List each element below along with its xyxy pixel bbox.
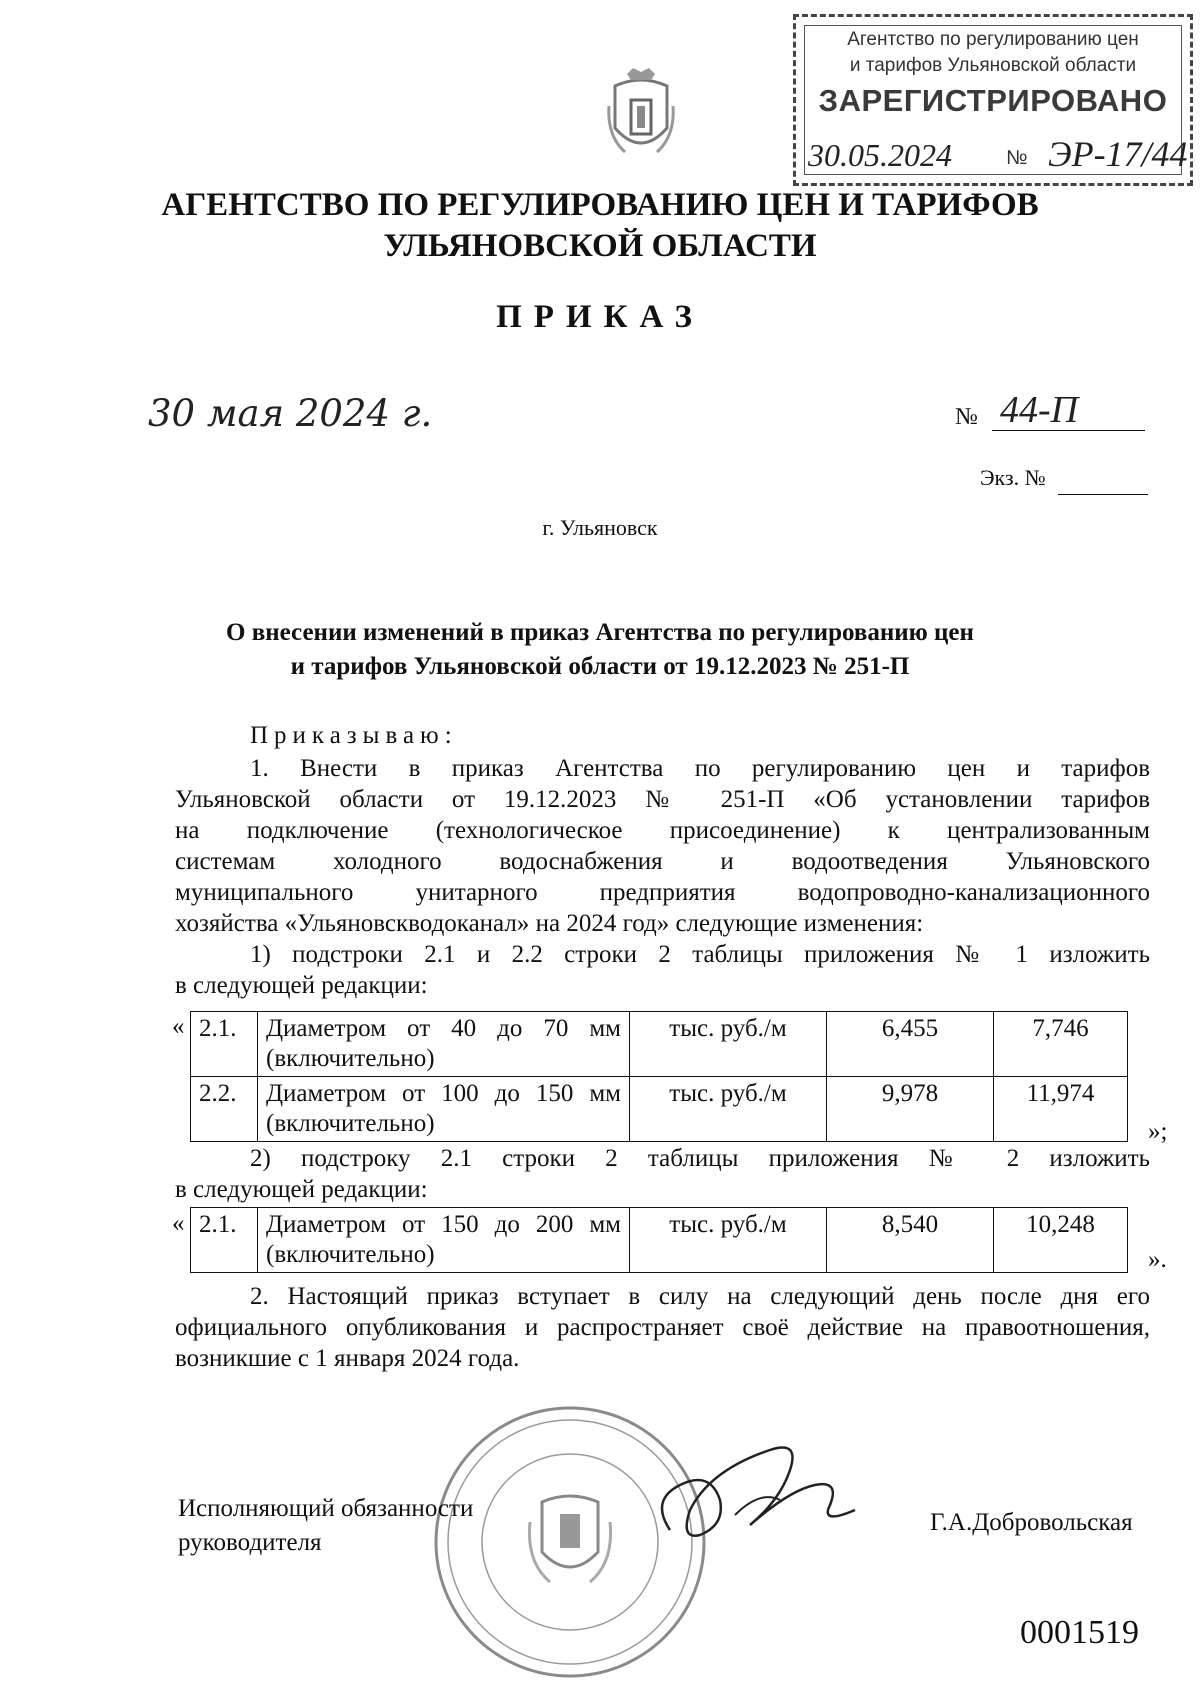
item-2	[175, 1143, 1150, 1205]
row-value-1: 6,455	[827, 1012, 994, 1077]
p2-line2: официального опубликования и распространяет своё действие на правоотношения,	[175, 1314, 1150, 1341]
signatory-name: Г.А.Добровольская	[930, 1509, 1133, 1536]
p2-line1: 2. Настоящий приказ вступает в силу на следующий день после дня его	[250, 1283, 1150, 1310]
table2-close-quote: ».	[1148, 1246, 1167, 1273]
handwritten-date: 30 мая 2024 г.	[148, 392, 433, 435]
order-subject	[0, 616, 1200, 684]
row-unit: тыс. руб./м	[630, 1077, 827, 1142]
signatory-title-line1: Исполняющий обязанности	[178, 1495, 474, 1522]
row-number: 2.2.	[191, 1077, 258, 1142]
item2-line1: 2) подстроку 2.1 строки 2 таблицы приложения № 2 изложить	[250, 1145, 1150, 1172]
agency-title-line2: УЛЬЯНОВСКОЙ ОБЛАСТИ	[383, 228, 817, 264]
paragraph-2	[175, 1281, 1150, 1374]
city: г. Ульяновск	[542, 515, 658, 540]
p1-line: хозяйства «Ульяновскводоканал» на 2024 год» следующие изменения:	[175, 910, 924, 937]
row-value-2: 7,746	[994, 1012, 1128, 1077]
signatory-title-line2: руководителя	[178, 1529, 322, 1556]
handwritten-signature	[640, 1430, 870, 1580]
stamp-agency-line2: и тарифов Ульяновской области	[849, 55, 1137, 76]
coat-of-arms-emblem	[605, 66, 677, 164]
table-row	[191, 1208, 1128, 1273]
item2-line2: в следующей редакции:	[175, 1176, 428, 1203]
agency-title-line1: АГЕНТСТВО ПО РЕГУЛИРОВАНИЮ ЦЕН И ТАРИФОВ	[161, 187, 1039, 223]
stamp-number: ЭР-17/44	[1048, 134, 1188, 174]
p1-line: на подключение (технологическое присоединение) к централизованным	[175, 817, 1150, 844]
row-value-1: 9,978	[827, 1077, 994, 1142]
row-number: 2.1.	[191, 1012, 258, 1077]
row-number: 2.1.	[191, 1208, 258, 1273]
signatory-title	[178, 1492, 473, 1560]
registration-stamp	[793, 14, 1193, 186]
row-description: Диаметром от 150 до 200 мм (включительно)	[258, 1208, 630, 1273]
copy-number-underline	[1058, 494, 1148, 495]
tariff-table-1	[190, 1011, 1128, 1142]
row-unit: тыс. руб./м	[630, 1208, 827, 1273]
row-value-1: 8,540	[827, 1208, 994, 1273]
copy-number-label: Экз. №	[980, 465, 1046, 490]
order-number-label: №	[955, 404, 978, 430]
table-row	[191, 1012, 1128, 1077]
table1-close-quote: »;	[1148, 1118, 1168, 1145]
p1-line: системам холодного водоснабжения и водоотведения Ульяновского	[175, 848, 1150, 875]
stamp-number-label: №	[1006, 147, 1028, 169]
row-value-2: 10,248	[994, 1208, 1128, 1273]
item1-line1: 1) подстроки 2.1 и 2.2 строки 2 таблицы приложения № 1 изложить	[250, 941, 1150, 968]
handwritten-order-number: 44-П	[1000, 389, 1079, 431]
stamp-agency-line1: Агентство по регулированию цен	[847, 29, 1139, 50]
tariff-table-2	[190, 1207, 1128, 1273]
table2-open-quote: «	[172, 1210, 185, 1237]
p1-line: муниципального унитарного предприятия водопроводно-канализационного	[175, 879, 1150, 906]
serial-number: 0001519	[1020, 1614, 1139, 1651]
subject-line1: О внесении изменений в приказ Агентства по регулированию цен	[226, 619, 974, 646]
table-row	[191, 1077, 1128, 1142]
order-word: Приказываю:	[250, 722, 458, 749]
item1-line2: в следующей редакции:	[175, 972, 428, 999]
table1-open-quote: «	[172, 1013, 185, 1040]
paragraph-1	[175, 753, 1150, 1001]
row-value-2: 11,974	[994, 1077, 1128, 1142]
p1-line: Ульяновской области от 19.12.2023 № 251-П «Об установлении тарифов	[175, 786, 1150, 813]
document-type: ПРИКАЗ	[496, 299, 704, 335]
subject-line2: и тарифов Ульяновской области от 19.12.2023 № 251-П	[290, 653, 910, 680]
stamp-status: ЗАРЕГИСТРИРОВАНО	[818, 83, 1168, 118]
row-description: Диаметром от 100 до 150 мм (включительно)	[258, 1077, 630, 1142]
row-description: Диаметром от 40 до 70 мм (включительно)	[258, 1012, 630, 1077]
stamp-date: 30.05.2024	[808, 137, 952, 173]
p2-line3: возникшие с 1 января 2024 года.	[175, 1345, 520, 1372]
p1-line: 1. Внести в приказ Агентства по регулированию цен и тарифов	[250, 755, 1150, 782]
row-unit: тыс. руб./м	[630, 1012, 827, 1077]
